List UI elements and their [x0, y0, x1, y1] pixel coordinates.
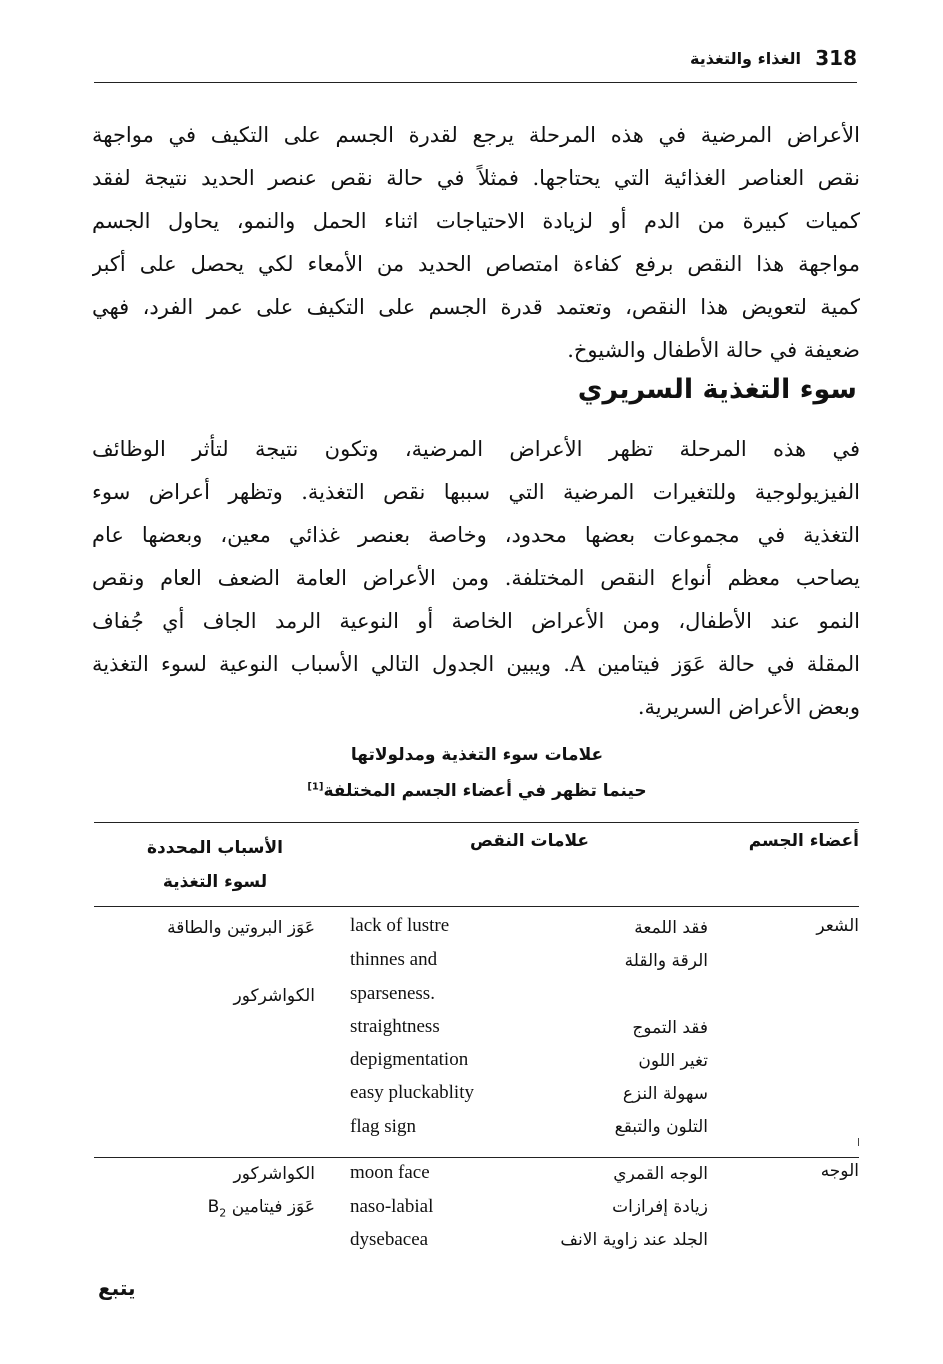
paragraph-line: مواجهة هذا النقص برفع كفاءة امتصاص الحديد من الأمعاء لكي يحصل على أكبر — [92, 252, 860, 276]
arabic-sign: سهولة النزع — [622, 1084, 708, 1104]
english-sign: depigmentation — [350, 1049, 469, 1070]
english-sign: moon face — [350, 1162, 430, 1183]
cause-vitamin-text: عَوَز فيتامين — [231, 1197, 315, 1217]
paragraph-line: نقص العناصر الغذائية التي يحتاجها. فمثلاً في حالة نقص عنصر الحديد نتيجة لفقد — [92, 166, 860, 190]
paragraph-adaptation — [92, 114, 860, 372]
column-header-organs: أعضاء الجسم — [748, 831, 859, 851]
english-sign: sparseness. — [350, 983, 435, 1004]
paragraph-line: المقلة في حالة عَوَز فيتامين A. ويبين الجدول التالي الأسباب النوعية لسوء التغذية — [92, 652, 860, 676]
english-sign: lack of lustre — [350, 915, 450, 936]
column-header-causes-line2: لسوء التغذية — [162, 872, 268, 892]
arabic-sign: زيادة إفرازات — [612, 1197, 708, 1217]
arabic-sign: فقد التموج — [632, 1018, 708, 1038]
table-caption-line2 — [94, 781, 860, 801]
cause-protein-energy: عَوَز البروتين والطاقة — [167, 918, 315, 938]
column-header-causes — [130, 831, 300, 899]
paragraph-line: ضعيفة في حالة الأطفال والشيوخ. — [567, 338, 860, 362]
paragraph-line: النمو عند الأطفال، ومن الأعراض الخاصة أو النوعية الرمد الجاف أي جُفاف — [92, 609, 860, 633]
table-caption-reference: [1] — [307, 781, 324, 793]
paragraph-clinical — [92, 428, 860, 729]
table-header-rule — [94, 906, 859, 907]
arabic-sign: التلون والتبقع — [614, 1117, 708, 1137]
paragraph-line: يصاحب معظم أنواع النقص المختلفة. ومن الأعراض العامة الضعف العام ونقص — [92, 566, 860, 590]
english-sign: thinnes and — [350, 949, 438, 970]
continued-label: يتبع — [98, 1276, 136, 1300]
english-sign: naso-labial — [350, 1196, 434, 1217]
paragraph-line: الفيزيولوجية وللتغيرات المرضية التي سببها نقص التغذية. وتظهر أعراض سوء — [92, 480, 860, 504]
column-header-causes-line1: الأسباب المحددة — [147, 838, 283, 858]
arabic-sign: الرقة والقلة — [624, 951, 708, 971]
paragraph-line: التغذية في مجموعات بعضها محدود، وخاصة بعنصر غذائي معين، وبعضها عام — [92, 523, 860, 547]
vitamin-subscript: 2 — [219, 1206, 227, 1220]
english-sign: straightness — [350, 1016, 440, 1037]
english-sign: easy pluckablity — [350, 1082, 474, 1103]
paragraph-line: كمية لتعويض هذا النقص، وتعتمد قدرة الجسم على التكيف على عمر الفرد، فهي — [92, 295, 860, 319]
page-number: 318 — [815, 46, 857, 70]
arabic-sign: الوجه القمري — [613, 1164, 708, 1184]
cause-kwashiorkor: الكواشركور — [233, 986, 315, 1006]
paragraph-line: الأعراض المرضية في هذه المرحلة يرجع لقدرة الجسم على التكيف في مواجهة — [92, 123, 860, 147]
cause-vitamin-b2 — [208, 1197, 315, 1219]
paragraph-line: كميات كبيرة من الدم أو لزيادة الاحتياجات اثناء الحمل والنمو، يحاول الجسم — [92, 209, 860, 233]
paragraph-line: وبعض الأعراض السريرية. — [637, 695, 860, 719]
arabic-sign: فقد اللمعة — [634, 918, 708, 938]
vitamin-letter: B — [207, 1197, 220, 1217]
running-title: الغذاء والتغذية — [690, 49, 801, 68]
organ-face: الوجه — [820, 1161, 859, 1181]
section-heading: سوء التغذية السريري — [577, 374, 857, 405]
table-top-rule — [94, 822, 859, 823]
arabic-sign: الجلد عند زاوية الانف — [560, 1230, 708, 1250]
section-divider-rule — [94, 1157, 859, 1158]
english-sign: dysebacea — [350, 1229, 429, 1250]
english-sign: flag sign — [350, 1116, 416, 1137]
paragraph-line: في هذه المرحلة تظهر الأعراض المرضية، وتكون نتيجة لتأثر الوظائف — [92, 437, 860, 461]
organ-hair: الشعر — [816, 916, 859, 936]
table-caption-line1: علامات سوء التغذية ومدلولاتها — [350, 745, 604, 765]
page-header — [94, 44, 857, 83]
arabic-sign: تغير اللون — [638, 1051, 708, 1071]
margin-mark — [858, 1138, 859, 1146]
table-caption-text: حينما تظهر في أعضاء الجسم المختلفة — [323, 781, 647, 801]
cause-kwashiorkor: الكواشركور — [233, 1164, 315, 1184]
column-header-signs: علامات النقص — [470, 831, 590, 851]
